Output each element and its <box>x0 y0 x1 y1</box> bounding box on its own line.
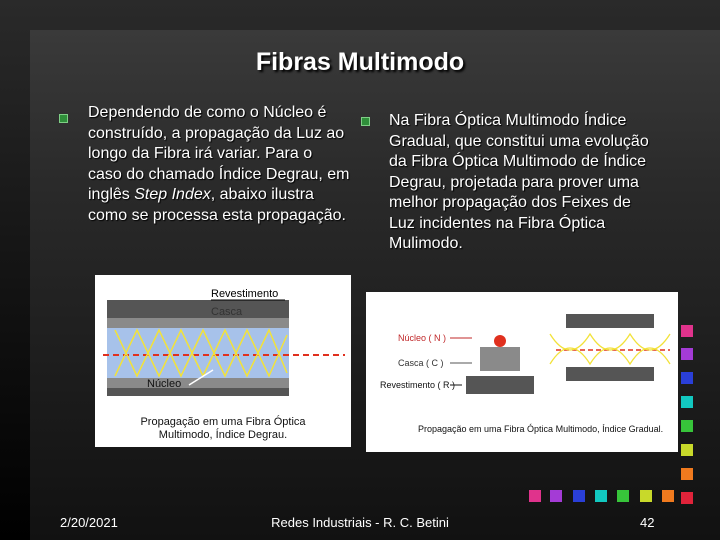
caption-line-1: Propagação em uma Fibra Óptica <box>140 416 306 428</box>
left-text-part2: , abaixo ilustra como se processa esta propagação. <box>88 186 346 224</box>
decor-square <box>595 490 607 502</box>
decor-square <box>681 444 693 456</box>
footer-center: Redes Industriais - R. C. Betini <box>271 515 449 530</box>
nucleo-core-dot <box>494 335 506 347</box>
decor-square <box>550 490 562 502</box>
step-index-figure <box>95 275 351 447</box>
decor-square <box>573 490 585 502</box>
decor-square <box>681 325 693 337</box>
casca-block <box>480 347 520 371</box>
label-nucleo: Núcleo <box>147 378 182 390</box>
revestimento-block <box>466 376 534 394</box>
page-number: 42 <box>640 515 655 530</box>
slide-title: Fibras Multimodo <box>255 48 465 76</box>
label-casca-c: Casca ( C ) <box>398 358 444 368</box>
decor-square <box>681 372 693 384</box>
label-revestimento: Revestimento <box>211 288 279 300</box>
decor-square <box>681 348 693 360</box>
label-nucleo-n: Núcleo ( N ) <box>398 333 447 343</box>
revestimento-bottom-band <box>107 388 289 396</box>
label-casca: Casca <box>211 306 243 318</box>
bullet-icon <box>59 114 68 123</box>
left-bullet-text <box>88 103 350 226</box>
right-bullet-text: Na Fibra Óptica Multimodo Índice Gradual, que constitui uma evolução da Fibra Óptica Multimodo de Índice Degrau, projetada para prover uma melhor propagação dos Feixes de Luz incidentes na Fibra Óptica Mulimodo. <box>389 112 649 252</box>
caption-line-2: Multimodo, Índice Degrau. <box>158 429 288 441</box>
decor-square <box>681 468 693 480</box>
decor-square <box>681 420 693 432</box>
left-text-italic: Step Index <box>134 186 211 203</box>
decor-square <box>681 492 693 504</box>
revestimento-top-band <box>107 300 289 318</box>
left-text-part1: Dependendo de como o Núcleo é construído, a propagação da Luz ao longo da Fibra irá variar. Para o caso do chamado Índice Degrau, em inglês <box>88 104 350 203</box>
step-index-diagram <box>95 275 351 447</box>
graded-index-figure <box>366 292 678 452</box>
right-top-band <box>566 314 654 328</box>
graded-index-diagram <box>366 292 678 452</box>
decor-square <box>529 490 541 502</box>
caption-graded: Propagação em uma Fibra Óptica Multimodo, Índice Gradual. <box>418 424 664 434</box>
bullet-icon <box>361 117 370 126</box>
right-bottom-band <box>566 367 654 381</box>
decor-square <box>617 490 629 502</box>
decor-square <box>681 396 693 408</box>
label-revestimento-r: Revestimento ( R ) <box>380 380 456 390</box>
casca-top-band <box>107 318 289 328</box>
decor-square <box>662 490 674 502</box>
footer-date: 2/20/2021 <box>60 515 118 530</box>
decor-square <box>640 490 652 502</box>
